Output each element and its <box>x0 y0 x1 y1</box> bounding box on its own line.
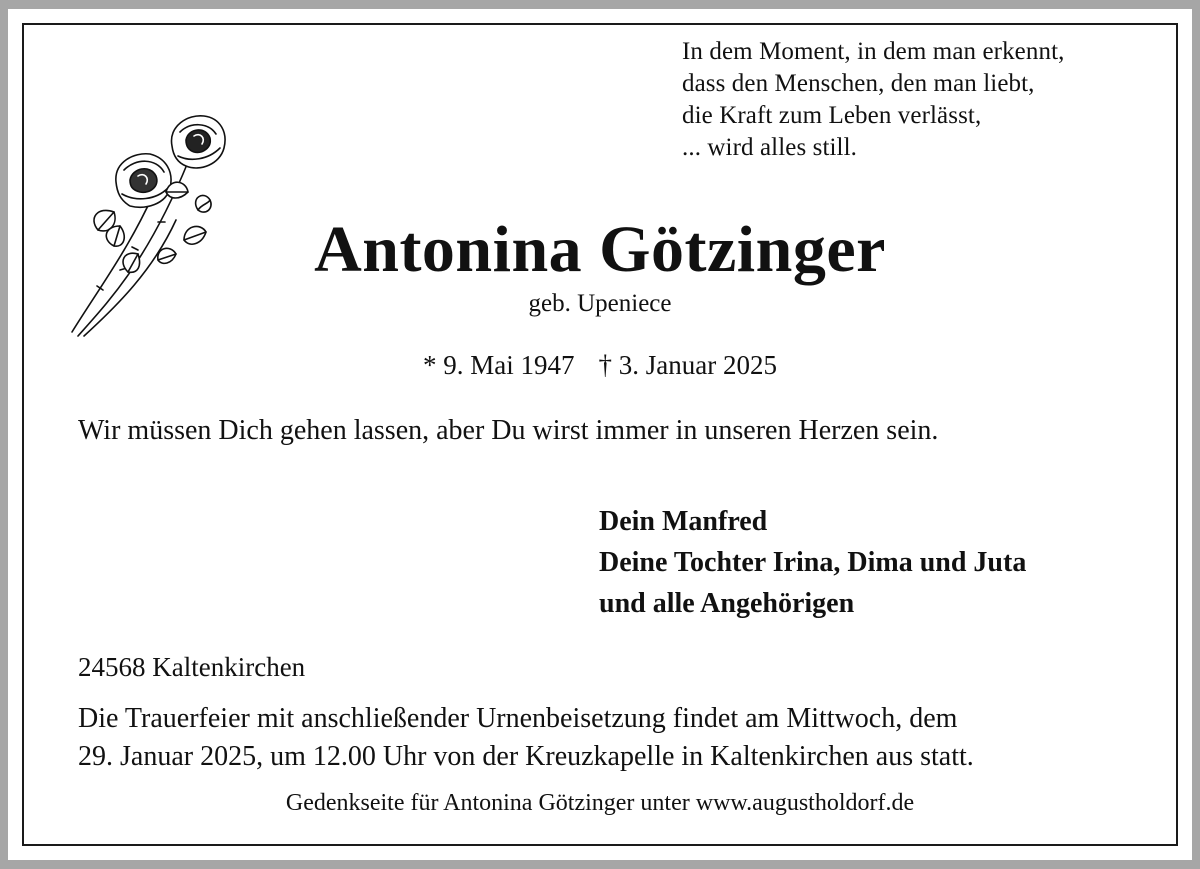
poem-line: die Kraft zum Leben verlässt, <box>682 102 982 129</box>
service-line: 29. Januar 2025, um 12.00 Uhr von der Kreuzkapelle in Kaltenkirchen aus statt. <box>78 741 974 772</box>
birth-date: * 9. Mai 1947 <box>423 350 575 380</box>
poem-line: ... wird alles still. <box>682 134 858 161</box>
deceased-name: Antonina Götzinger <box>314 213 886 286</box>
birth-name: geb. Upeniece <box>528 290 672 317</box>
signer-line: Deine Tochter Irina, Dima und Juta <box>599 547 1027 578</box>
signer-line: Dein Manfred <box>599 506 768 537</box>
memorial-page-notice: Gedenkseite für Antonina Götzinger unter www.augustholdorf.de <box>285 790 915 816</box>
service-line: Die Trauerfeier mit anschließender Urnenbeisetzung findet am Mittwoch, dem <box>78 703 958 734</box>
poem <box>682 36 1064 164</box>
signer-line: und alle Angehörigen <box>599 588 855 619</box>
farewell-quote: Wir müssen Dich gehen lassen, aber Du wirst immer in unseren Herzen sein. <box>78 415 939 446</box>
death-date: † 3. Januar 2025 <box>598 350 777 380</box>
poem-line: In dem Moment, in dem man erkennt, <box>682 38 1065 65</box>
city: 24568 Kaltenkirchen <box>78 652 306 682</box>
funeral-service-notice <box>78 700 974 776</box>
life-dates <box>0 350 1200 381</box>
poem-line: dass den Menschen, den man liebt, <box>682 70 1035 97</box>
signers <box>599 501 1026 624</box>
